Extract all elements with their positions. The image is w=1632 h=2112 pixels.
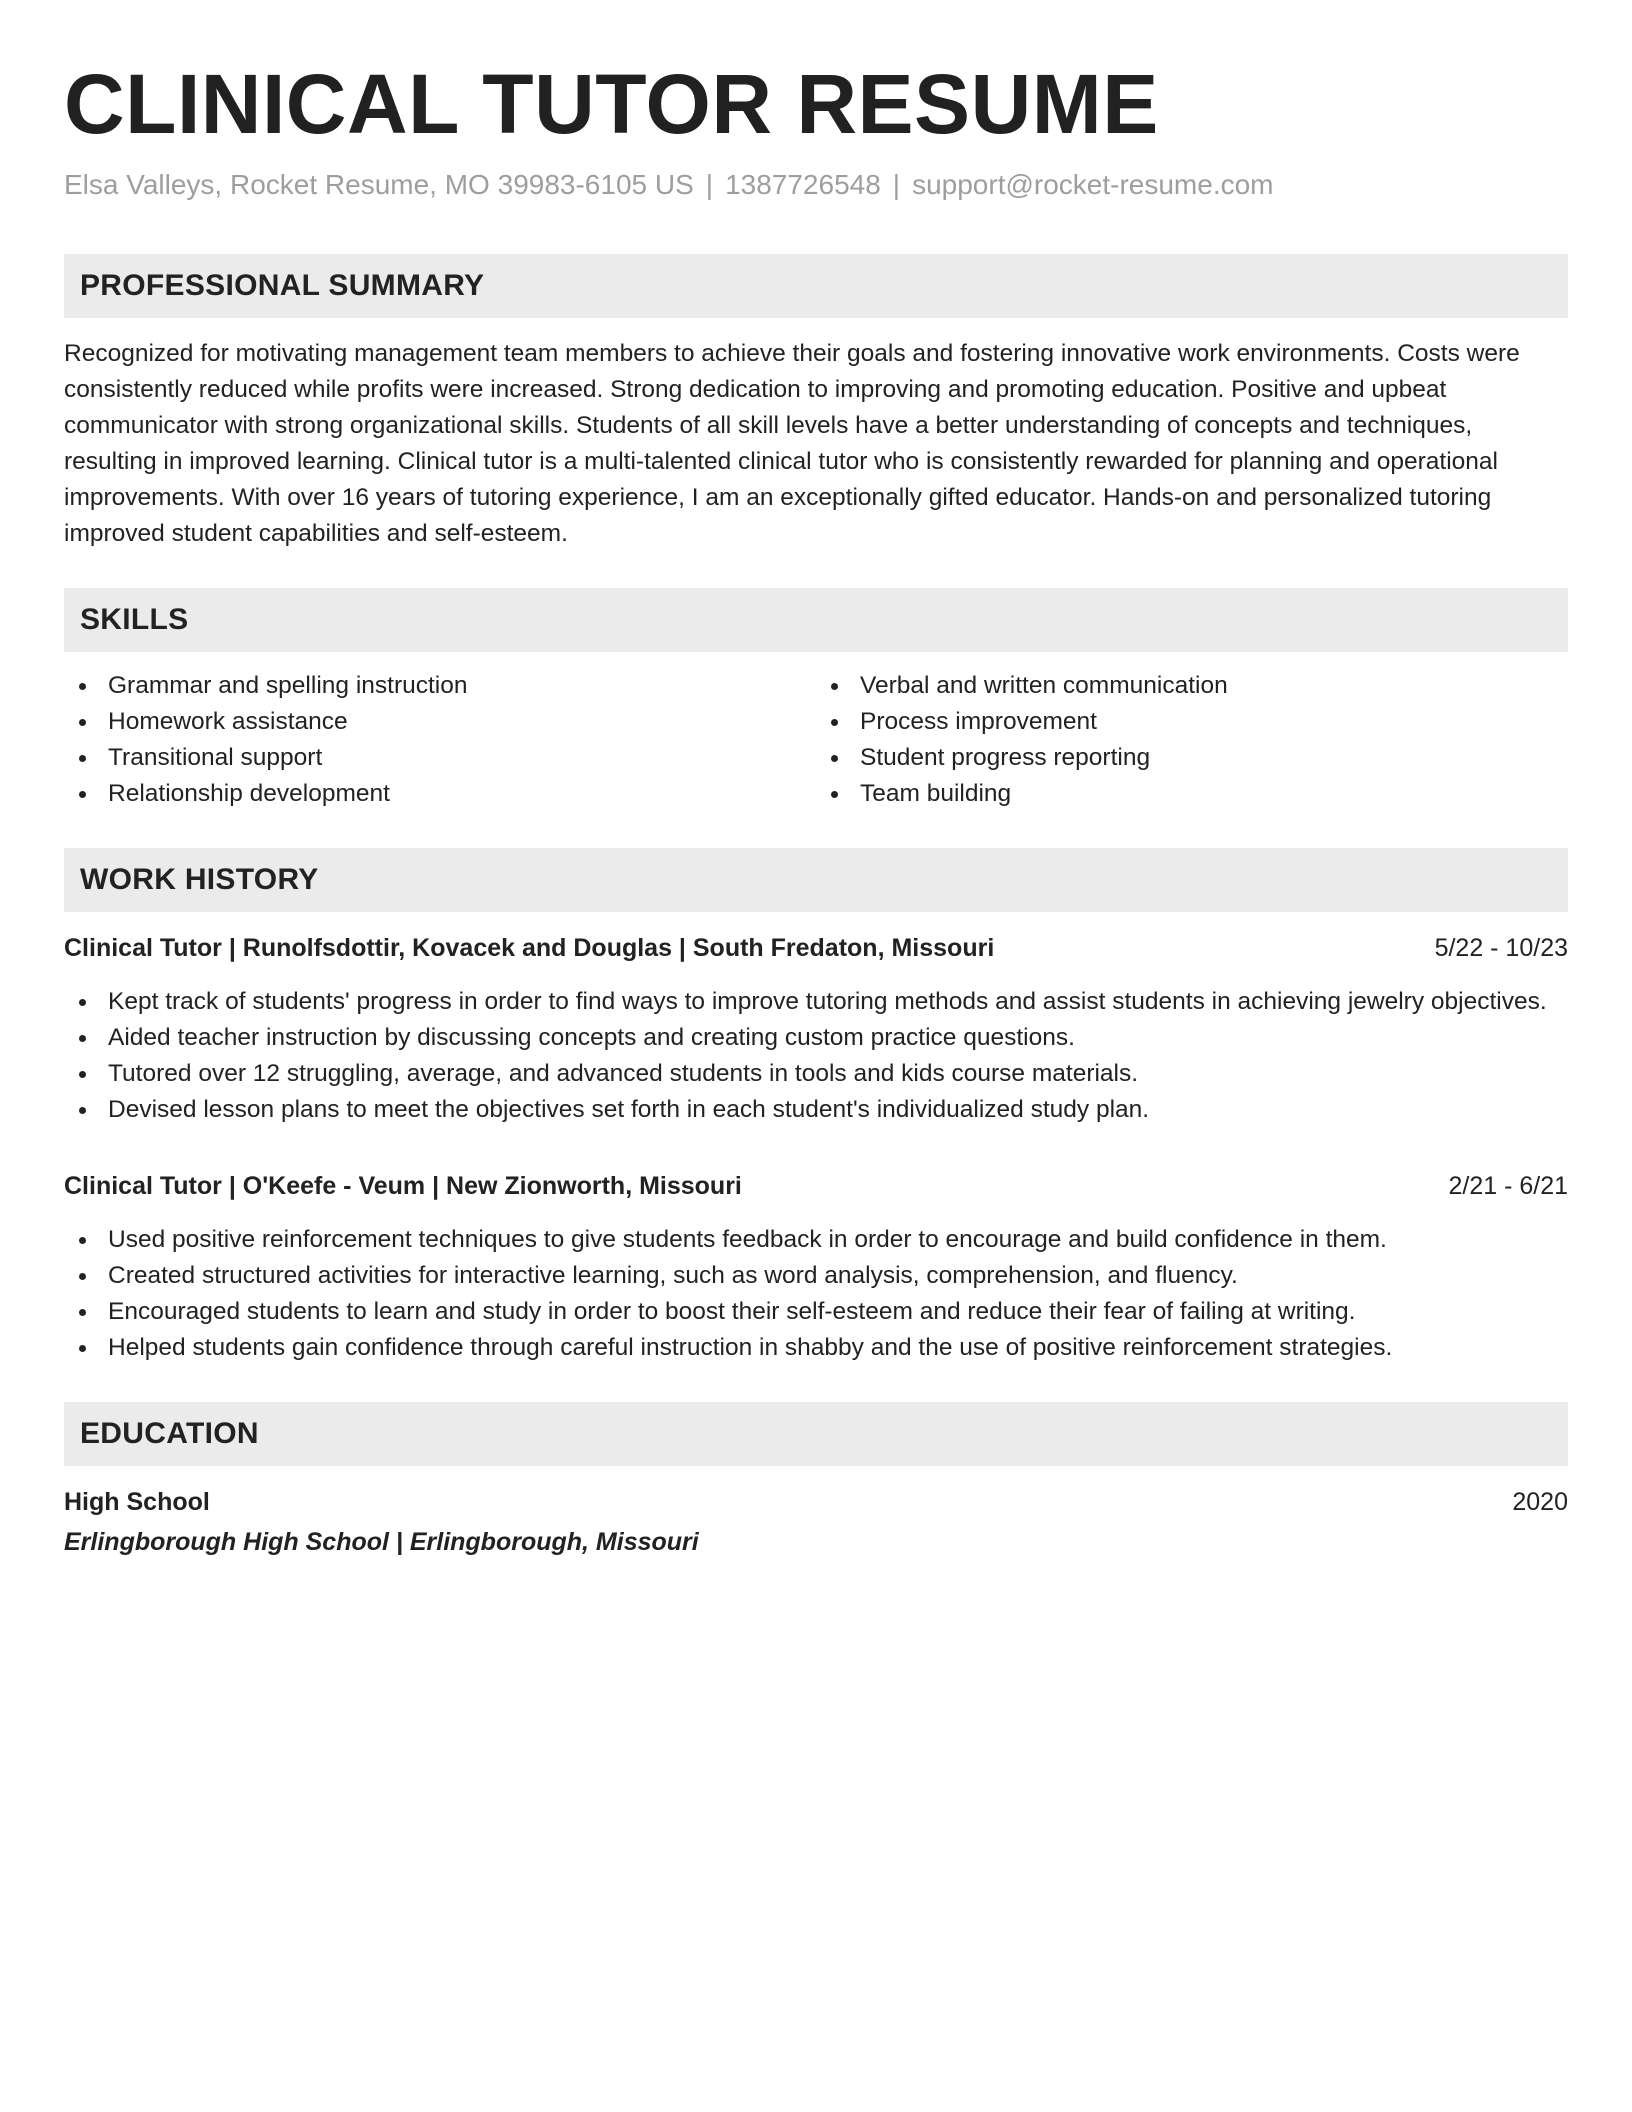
job-title: Clinical Tutor | O'Keefe - Veum | New Zionworth, Missouri bbox=[64, 1171, 742, 1200]
skills-list bbox=[64, 668, 1568, 812]
skill-item: Student progress reporting bbox=[816, 740, 1568, 776]
contact-separator: | bbox=[892, 169, 901, 201]
skills-column-left bbox=[64, 668, 816, 812]
job-bullet: Devised lesson plans to meet the objectives set forth in each student's individualized study plan. bbox=[64, 1092, 1568, 1128]
job-bullet: Used positive reinforcement techniques to give students feedback in order to encourage and build confidence in them. bbox=[64, 1222, 1568, 1258]
work-heading: WORK HISTORY bbox=[80, 862, 319, 896]
page-title: CLINICAL TUTOR RESUME bbox=[64, 57, 1159, 151]
contact-address: Elsa Valleys, Rocket Resume, MO 39983-6105 US bbox=[64, 169, 694, 201]
education-section-header bbox=[64, 1402, 1568, 1466]
work-section-header bbox=[64, 848, 1568, 912]
contact-separator: | bbox=[705, 169, 714, 201]
education-header bbox=[64, 1484, 1568, 1520]
skill-item: Homework assistance bbox=[64, 704, 816, 740]
job-bullet: Aided teacher instruction by discussing concepts and creating custom practice questions. bbox=[64, 1020, 1568, 1056]
contact-line bbox=[64, 168, 1568, 202]
job-header bbox=[64, 1168, 1568, 1204]
skill-item: Verbal and written communication bbox=[816, 668, 1568, 704]
education-year: 2020 bbox=[1512, 1487, 1568, 1516]
job-bullet: Helped students gain confidence through careful instruction in shabby and the use of positive reinforcement strategies. bbox=[64, 1330, 1568, 1366]
job-bullet: Encouraged students to learn and study in order to boost their self-esteem and reduce their fear of failing at writing. bbox=[64, 1294, 1568, 1330]
skills-section-header bbox=[64, 588, 1568, 652]
contact-email: support@rocket-resume.com bbox=[912, 169, 1274, 201]
education-school: Erlingborough High School | Erlingborough, Missouri bbox=[64, 1527, 699, 1556]
education-degree: High School bbox=[64, 1487, 210, 1516]
skills-column-right bbox=[816, 668, 1568, 812]
job-title: Clinical Tutor | Runolfsdottir, Kovacek and Douglas | South Fredaton, Missouri bbox=[64, 933, 995, 962]
job-entry bbox=[64, 930, 1568, 1128]
job-bullets bbox=[64, 1222, 1568, 1366]
job-bullets bbox=[64, 984, 1568, 1128]
job-date: 2/21 - 6/21 bbox=[1448, 1171, 1568, 1200]
skill-item: Relationship development bbox=[64, 776, 816, 812]
skill-item: Process improvement bbox=[816, 704, 1568, 740]
education-entry bbox=[64, 1484, 1568, 1560]
skill-item: Team building bbox=[816, 776, 1568, 812]
education-heading: EDUCATION bbox=[80, 1416, 259, 1450]
job-header bbox=[64, 930, 1568, 966]
skill-item: Transitional support bbox=[64, 740, 816, 776]
job-bullet: Created structured activities for interactive learning, such as word analysis, comprehension, and fluency. bbox=[64, 1258, 1568, 1294]
skill-item: Grammar and spelling instruction bbox=[64, 668, 816, 704]
summary-heading: PROFESSIONAL SUMMARY bbox=[80, 268, 485, 302]
contact-phone: 1387726548 bbox=[725, 169, 881, 201]
job-date: 5/22 - 10/23 bbox=[1434, 933, 1568, 962]
job-bullet: Tutored over 12 struggling, average, and advanced students in tools and kids course materials. bbox=[64, 1056, 1568, 1092]
summary-text: Recognized for motivating management team members to achieve their goals and fostering innovative work environments. Costs were consistently reduced while profits were increased. Strong dedication to improving and promoting education. Positive and upbeat communicator with strong organizational skills. Students of all skill levels have a better understanding of concepts and techniques, resulting in improved learning. Clinical tutor is a multi-talented clinical tutor who is consistently rewarded for planning and operational improvements. With over 16 years of tutoring experience, I am an exceptionally gifted educator. Hands-on and personalized tutoring improved student capabilities and self-esteem. bbox=[64, 339, 1520, 547]
job-entry bbox=[64, 1168, 1568, 1366]
summary-section-header bbox=[64, 254, 1568, 318]
skills-heading: SKILLS bbox=[80, 602, 189, 636]
job-bullet: Kept track of students' progress in order to find ways to improve tutoring methods and assist students in achieving jewelry objectives. bbox=[64, 984, 1568, 1020]
